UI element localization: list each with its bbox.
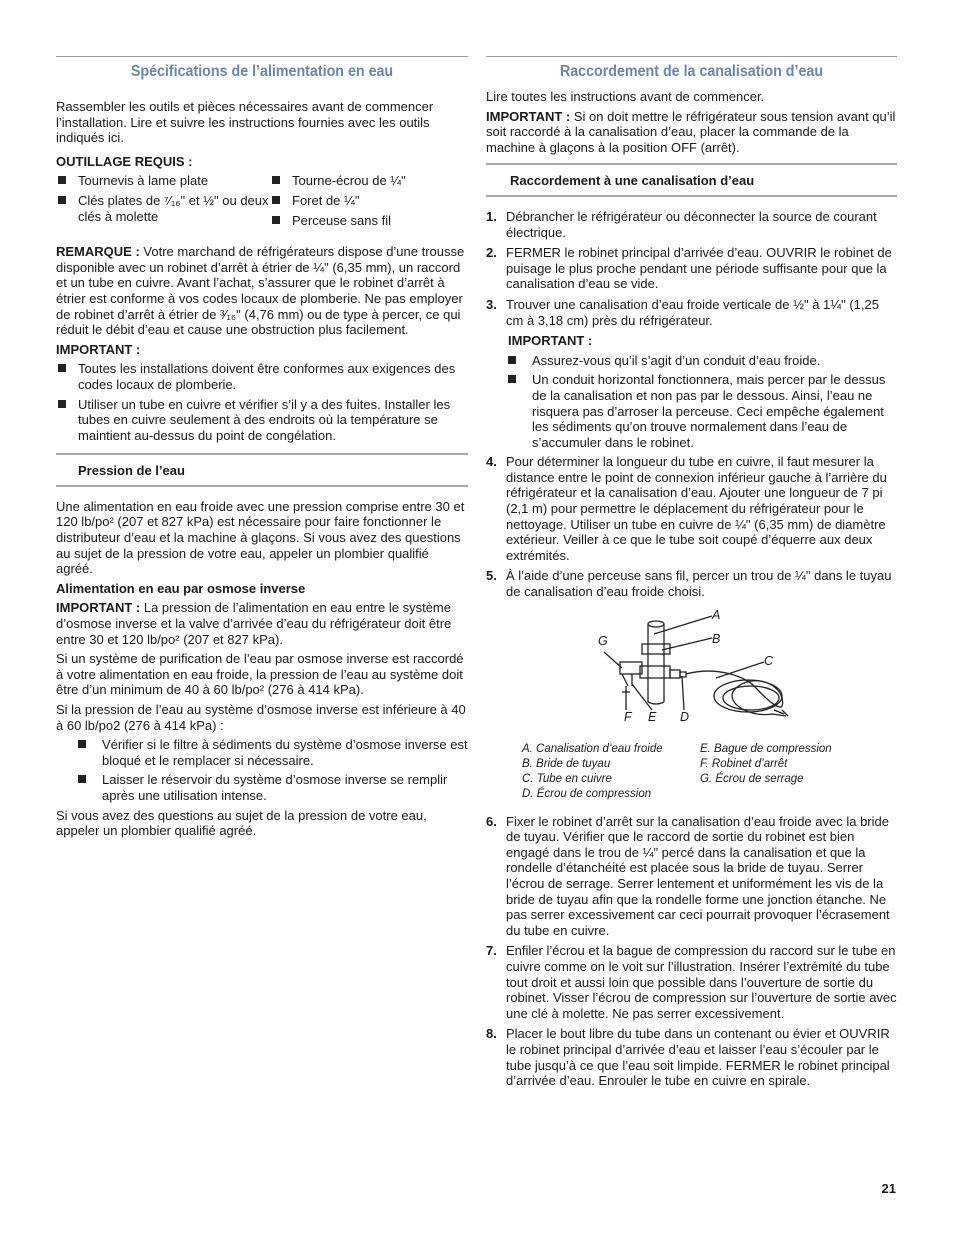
legend-item: B. Bride de tuyau xyxy=(522,757,611,770)
step-item xyxy=(486,568,897,599)
step-item xyxy=(486,297,897,328)
pipe-clamp xyxy=(640,666,670,678)
subheading-water-pressure: Pression de l’eau xyxy=(56,453,468,487)
label-b: B xyxy=(712,631,721,646)
ro-important-text: La pression de l’alimentation en eau entre le système d’osmose inverse et la valve d’arrivée d’eau du réfrigérateur doit être entre 30 et 120 lb/po² (207 et 827 kPa). xyxy=(56,600,452,647)
remark-paragraph xyxy=(56,244,468,338)
step-text: Enfiler l’écrou et la bague de compression du raccord sur le tube en cuivre comme on le voit sur l’illustration. Insérer l’extrémité du tube tout droit et aussi loin que possible dans l’ouverture de sortie du robinet. Visser l’écrou de compression sur l’ouverture de sortie avec une clé à molette. Ne pas serrer excessivement. xyxy=(506,943,897,1021)
tools-column-1 xyxy=(56,173,270,232)
steps-list-1 xyxy=(486,209,897,328)
label-g: G xyxy=(598,633,608,648)
step-number: 5. xyxy=(486,568,497,584)
tools-label: OUTILLAGE REQUIS : xyxy=(56,153,193,169)
top-rule-right xyxy=(486,56,897,57)
steps-list-2 xyxy=(486,454,897,599)
list-item: Laisser le réservoir du système d’osmose inverse se remplir après une utilisation intense. xyxy=(56,772,468,803)
step-text: Pour déterminer la longueur du tube en cuivre, il faut mesurer la distance entre le point de connexion inférieur gauche à l’arrière du réfrigérateur et la canalisation d’eau. Ajouter une longueur de 7 pi (2,1 m) pour permettre le déplacement du réfrigérateur pour le nettoyage. Utiliser un tube en cuivre de ¼" (6,35 mm) de diamètre extérieur. Veiller à ce que le tube soit coupé d’équerre aux deux extrémités. xyxy=(506,454,887,563)
step-text: FERMER le robinet principal d’arrivée d’eau. OUVRIR le robinet de puisage le plus proche pendant une période suffisante pour que la canalisation d’eau se vide. xyxy=(506,245,892,292)
steps-list-3 xyxy=(486,814,897,1089)
step-text: Fixer le robinet d’arrêt sur la canalisation d’eau froide avec la bride de tuyau. Vérifier que le raccord de sortie du robinet est bien engagé dans le trou de ¼" percé dans la canalisation et que la rondelle d’étanchéité est placée sous la bride de tuyau. Serrer l’écrou de serrage. Serrer lentement et uniformément les vis de la bride de tuyau afin que la rondelle forme une jonction étanche. Ne pas serrer excessivement car ceci pourrait provoquer l’écrasement du tube en cuivre. xyxy=(506,813,890,938)
step-item xyxy=(486,1026,897,1088)
label-c: C xyxy=(764,653,774,668)
list-item: Tourne-écrou de ¼" xyxy=(270,173,468,189)
step-number: 7. xyxy=(486,943,497,959)
ro-important-label: IMPORTANT : xyxy=(56,600,141,616)
list-item: Clés plates de ⁷⁄₁₆" et ½" ou deux clés à molette xyxy=(56,193,270,224)
step-number: 4. xyxy=(486,454,497,470)
label-e: E xyxy=(648,709,657,724)
right-important-label: IMPORTANT : xyxy=(486,108,571,124)
closing-paragraph: Si vous avez des questions au sujet de la pression de votre eau, appeler un plombier qualifié agréé. xyxy=(56,807,427,839)
legend-column-1 xyxy=(522,742,700,802)
list-item: Tournevis à lame plate xyxy=(56,173,270,189)
right-important-paragraph xyxy=(486,109,897,156)
step-item xyxy=(486,209,897,240)
tools-column-2 xyxy=(270,173,468,232)
ro-paragraph-3: Si la pression de l’eau au système d’osmose inverse est inférieure à 40 à 60 lb/po2 (276 à 414 kPa) : xyxy=(56,702,466,733)
label-f: F xyxy=(624,709,632,724)
important-list xyxy=(56,361,468,443)
step-number: 3. xyxy=(486,296,497,312)
ro-list xyxy=(56,737,468,803)
figure-legend xyxy=(522,742,897,802)
list-item: Vérifier si le filtre à sédiments du système d’osmose inverse est bloqué et le remplacer si nécessaire. xyxy=(56,737,468,768)
tools-list xyxy=(56,173,468,236)
step-text: À l’aide d’une perceuse sans fil, percer un trou de ¼" dans le tuyau de canalisation d’eau froide choisi. xyxy=(506,568,892,600)
intro-paragraph: Rassembler les outils et pièces nécessaires avant de commencer l’installation. Lire et suivre les instructions fournies avec les outils indiqués ici. xyxy=(56,99,434,146)
copper-coil xyxy=(686,671,786,716)
legend-item: C. Tube en cuivre xyxy=(522,772,612,785)
step-item xyxy=(486,943,897,1021)
section-title-water-supply: Spécifications de l’alimentation en eau xyxy=(130,63,394,80)
ro-important-paragraph xyxy=(56,600,468,647)
important-label: IMPORTANT : xyxy=(56,341,141,357)
list-item: Toutes les installations doivent être conformes aux exigences des codes locaux de plomberie. xyxy=(56,361,468,392)
step-number: 8. xyxy=(486,1026,497,1042)
legend-item: F. Robinet d’arrêt xyxy=(700,757,788,770)
remark-label: REMARQUE : xyxy=(56,244,140,260)
right-important-text: Si on doit mettre le réfrigérateur sous tension avant qu’il soit raccordé à la canalisation d’eau, placer la commande de la machine à glaçons à la position OFF (arrêt). xyxy=(486,108,896,155)
step-number: 6. xyxy=(486,813,497,829)
label-d: D xyxy=(680,709,690,724)
list-item: Perceuse sans fil xyxy=(270,213,468,229)
step-text: Débrancher le réfrigérateur ou déconnecter la source de courant électrique. xyxy=(506,208,877,240)
step-number: 2. xyxy=(486,245,497,261)
right-column xyxy=(486,56,897,1094)
step-number: 1. xyxy=(486,208,497,224)
list-item: Assurez-vous qu’il s’agit d’un conduit d’eau froide. xyxy=(486,353,897,369)
ro-label: Alimentation en eau par osmose inverse xyxy=(56,580,306,596)
legend-item: A. Canalisation d’eau froide xyxy=(522,742,663,755)
step-item xyxy=(486,454,897,563)
left-column xyxy=(56,56,468,843)
step-item xyxy=(486,245,897,292)
legend-item: D. Écrou de compression xyxy=(522,787,652,800)
page-number: 21 xyxy=(881,1181,896,1196)
legend-item: G. Écrou de serrage xyxy=(700,772,804,785)
list-item: Foret de ¼" xyxy=(270,193,468,209)
list-item: Un conduit horizontal fonctionnera, mais percer par le dessus de la canalisation et non pas par le dessous. Ainsi, l’eau ne risquera pas d’arroser la perceuse. Ceci empêche également les sédiments qu’on trouve normalement dans l’eau de s’accumuler dans le robinet. xyxy=(486,372,897,450)
step-item xyxy=(486,814,897,939)
valve-figure xyxy=(486,606,897,736)
list-item: Utiliser un tube en cuivre et vérifier s’il y a des fuites. Installer les tubes en cuivre seulement à des endroits où la température se maintient au-dessus du point de congélation. xyxy=(56,397,468,444)
pipe-outline xyxy=(648,624,664,702)
subheading-connect: Raccordement à une canalisation d’eau xyxy=(486,163,897,197)
label-a: A xyxy=(712,607,721,622)
step-text: Placer le bout libre du tube dans un contenant ou évier et OUVRIR le robinet principal d’arrivée d’eau et laisser l’eau s’écouler par le tube jusqu’à ce que l’eau soit limpide. FERMER le robinet principal d’arrivée d’eau. Enrouler le tube en cuivre en spirale. xyxy=(506,1026,890,1089)
valve-illustration xyxy=(486,606,897,736)
step3-list xyxy=(486,353,897,451)
section-title-water-line: Raccordement de la canalisation d’eau xyxy=(559,63,824,80)
top-rule xyxy=(56,56,468,57)
ro-paragraph-2: Si un système de purification de l’eau par osmose inverse est raccordé à votre alimentation en eau froide, la pression de l’eau au système doit être d’un minimum de 40 à 60 lb/po² (276 à 414 kPa). xyxy=(56,651,464,698)
step3-important-label: IMPORTANT : xyxy=(508,333,593,349)
remark-text: Votre marchand de réfrigérateurs dispose d’une trousse disponible avec un robinet d’arrêt à étrier de ¼" (6,35 mm), un raccord et un tube en cuivre. Avant l’achat, s’assurer que le robinet d’arrêt à étrier est conforme à vos codes locaux de plomberie. Ne pas employer de robinet d’arrêt à étrier de ³⁄₁₆" (4,76 mm) ou de type à percer, ce qui réduit le débit d’eau et cause une obstruction plus facilement. xyxy=(56,244,465,338)
right-intro: Lire toutes les instructions avant de commencer. xyxy=(486,89,765,104)
legend-column-2 xyxy=(700,742,832,802)
pressure-paragraph: Une alimentation en eau froide avec une pression comprise entre 30 et 120 lb/po² (207 et 827 kPa) est nécessaire pour faire fonctionner le distributeur d’eau et la machine à glaçons. Si vous avez des questions au sujet de la pression de votre eau, appeler un plombier qualifié agréé. xyxy=(56,498,465,577)
legend-item: E. Bague de compression xyxy=(700,742,832,755)
step-text: Trouver une canalisation d’eau froide verticale de ½" à 1¼" (1,25 cm à 3,18 cm) près du réfrigérateur. xyxy=(506,296,879,328)
